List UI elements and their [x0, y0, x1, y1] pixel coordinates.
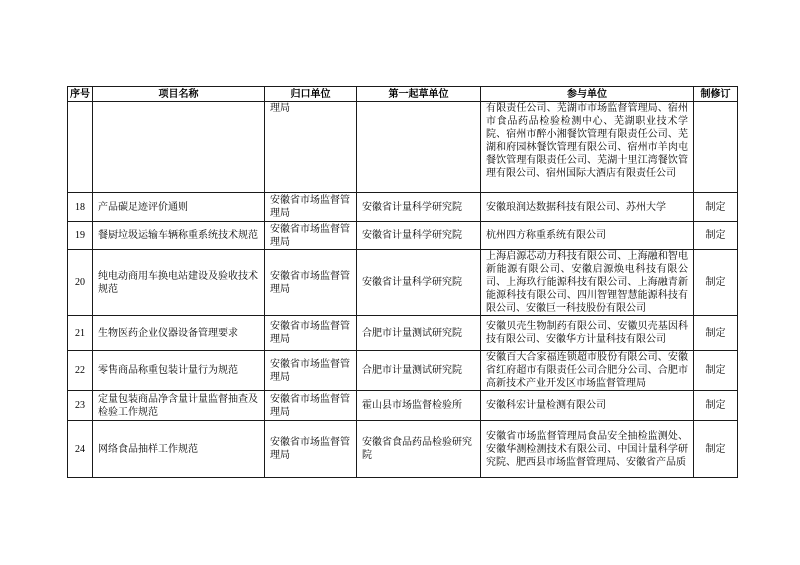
cell-name: 生物医药企业仪器设备管理要求 — [93, 316, 265, 351]
cell-participants: 安徽琅润达数据科技有限公司、苏州大学 — [481, 193, 694, 222]
cell-participants: 安徽科宏计量检测有限公司 — [481, 391, 694, 421]
cell-name: 餐厨垃圾运输车辆称重系统技术规范 — [93, 222, 265, 250]
cell-dept: 安徽省市场监督管理局 — [265, 193, 357, 222]
cell-drafter: 霍山县市场监督检验所 — [357, 391, 481, 421]
cell-num: 24 — [68, 421, 93, 478]
cell-type: 制定 — [694, 316, 738, 351]
cell-type: 制定 — [694, 351, 738, 391]
table-row-21 — [68, 316, 738, 351]
column-header-name: 项目名称 — [93, 87, 265, 102]
cell-type: 制定 — [694, 421, 738, 478]
column-header-num: 序号 — [68, 87, 93, 102]
cell-participants: 杭州四方称重系统有限公司 — [481, 222, 694, 250]
cell-dept: 安徽省市场监督管理局 — [265, 316, 357, 351]
table-row-24 — [68, 421, 738, 478]
cell-participants: 上海启源芯动力科技有限公司、上海融和智电新能源有限公司、安徽启源焕电科技有限公司、上海玖行能源科技有限公司、上海融青新能源科技有限公司、四川智锂智慧能源科技有限公司、安徽巨一科技股份有限公司 — [481, 250, 694, 316]
cell-drafter: 合肥市计量测试研究院 — [357, 351, 481, 391]
cell-name: 产品碳足迹评价通则 — [93, 193, 265, 222]
cell-participants: 安徽省市场监督管理局食品安全抽检监测处、安徽华测检测技术有限公司、中国计量科学研究院、肥西县市场监督管理局、安徽省产品质 — [481, 421, 694, 478]
cell-type — [694, 102, 738, 193]
cell-dept: 理局 — [265, 102, 357, 193]
column-header-dept: 归口单位 — [265, 87, 357, 102]
cell-num: 18 — [68, 193, 93, 222]
cell-num — [68, 102, 93, 193]
cell-dept: 安徽省市场监督管理局 — [265, 421, 357, 478]
table-row-18 — [68, 193, 738, 222]
cell-drafter — [357, 102, 481, 193]
cell-name: 纯电动商用车换电站建设及验收技术规范 — [93, 250, 265, 316]
cell-type: 制定 — [694, 222, 738, 250]
cell-participants: 有限责任公司、芜湖市市场监督管理局、宿州市食品药品检验检测中心、芜湖职业技术学院、宿州市醉小湘餐饮管理有限责任公司、芜湖和府园林餐饮管理有限公司、宿州市羊肉屯餐饮管理有限责任公司、芜湖十里江湾餐饮管理有限公司、宿州国际大酒店有限责任公司 — [481, 102, 694, 193]
table-row-22 — [68, 351, 738, 391]
cell-num: 22 — [68, 351, 93, 391]
table-row-19 — [68, 222, 738, 250]
cell-name: 零售商品称重包装计量行为规范 — [93, 351, 265, 391]
cell-num: 21 — [68, 316, 93, 351]
cell-type: 制定 — [694, 250, 738, 316]
column-header-type: 制修订 — [694, 87, 738, 102]
cell-type: 制定 — [694, 193, 738, 222]
table-row-continuation — [68, 102, 738, 193]
column-header-participants: 参与单位 — [481, 87, 694, 102]
cell-drafter: 安徽省食品药品检验研究院 — [357, 421, 481, 478]
cell-dept: 安徽省市场监督管理局 — [265, 222, 357, 250]
cell-drafter: 安徽省计量科学研究院 — [357, 222, 481, 250]
cell-drafter: 合肥市计量测试研究院 — [357, 316, 481, 351]
table-row-23 — [68, 391, 738, 421]
table-header-row — [68, 87, 738, 102]
cell-name: 定量包装商品净含量计量监督抽查及检验工作规范 — [93, 391, 265, 421]
table-row-20 — [68, 250, 738, 316]
cell-num: 19 — [68, 222, 93, 250]
cell-drafter: 安徽省计量科学研究院 — [357, 193, 481, 222]
cell-participants: 安徽百大合家福连锁超市股份有限公司、安徽省红府超市有限责任公司合肥分公司、合肥市高新技术产业开发区市场监督管理局 — [481, 351, 694, 391]
cell-dept: 安徽省市场监督管理局 — [265, 391, 357, 421]
cell-drafter: 安徽省计量科学研究院 — [357, 250, 481, 316]
cell-num: 23 — [68, 391, 93, 421]
cell-participants: 安徽贝壳生物制药有限公司、安徽贝壳基因科技有限公司、安徽华方计量科技有限公司 — [481, 316, 694, 351]
standards-table — [67, 86, 738, 478]
column-header-drafter: 第一起草单位 — [357, 87, 481, 102]
cell-dept: 安徽省市场监督管理局 — [265, 250, 357, 316]
cell-dept: 安徽省市场监督管理局 — [265, 351, 357, 391]
cell-name — [93, 102, 265, 193]
cell-type: 制定 — [694, 391, 738, 421]
cell-name: 网络食品抽样工作规范 — [93, 421, 265, 478]
cell-num: 20 — [68, 250, 93, 316]
